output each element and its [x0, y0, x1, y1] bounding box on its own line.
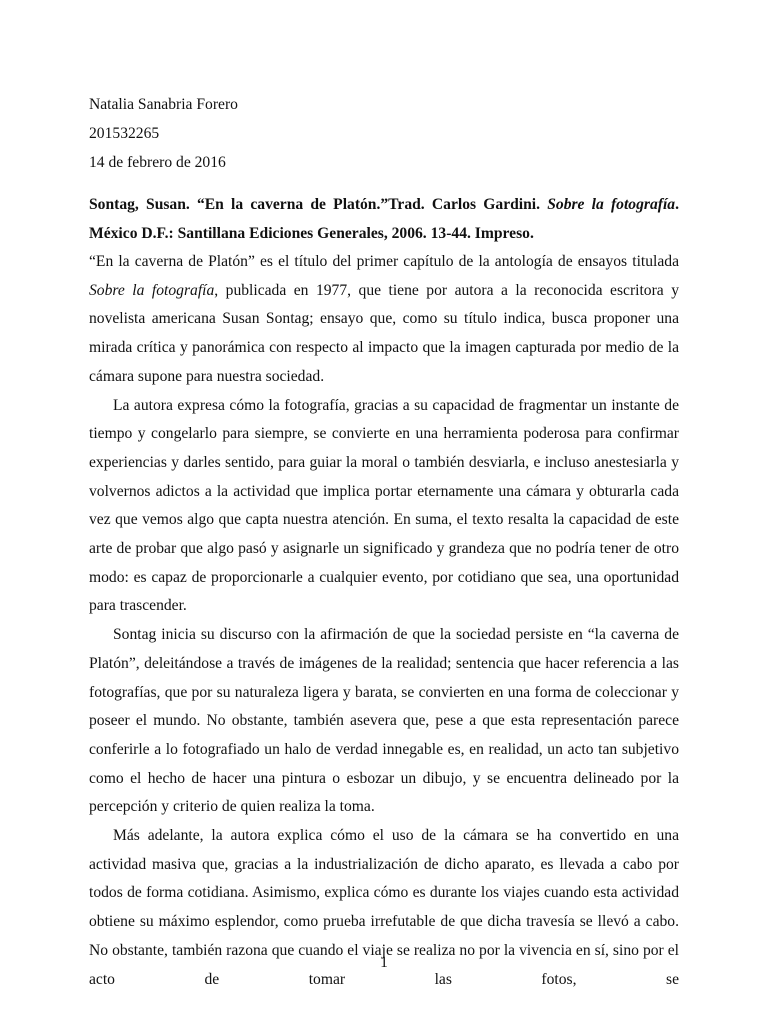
- author-name: Natalia Sanabria Forero: [89, 96, 238, 113]
- paragraph-3: Sontag inicia su discurso con la afirmación de que la sociedad persiste en “la caverna de Platón”, deleitándose a través de imágenes de la realidad; sentencia que hacer referencia a las fotografías, que por su naturaleza ligera y barata, se convierten en una forma de coleccionar y poseer el mundo. No obstante, también asevera que, pese a que esta representación parece conferirle a lo fotografiado un halo de verdad innegable es, en realidad, un acto tan subjetivo como el hecho de hacer una pintura o esbozar un dibujo, y se encuentra delineado por la percepción y criterio de quien realiza la toma.: [89, 626, 679, 816]
- paragraph-4: Más adelante, la autora explica cómo el uso de la cámara se ha convertido en una actividad masiva que, gracias a la industrialización de dicho aparato, es llevada a cabo por todos de forma cotidiana. Asimismo, explica cómo es durante los viajes cuando esta actividad obtiene su máximo esplendor, como prueba irrefutable de que dicha travesía se llevó a cabo. No obstante, también razona que cuando el viaje se realiza no por la vivencia en sí, sino por el acto de tomar las fotos, se: [89, 827, 679, 988]
- paragraph-1: [89, 248, 679, 392]
- citation-text-start: Sontag, Susan. “En la caverna de Platón.”Trad. Carlos Gardini.: [89, 196, 548, 213]
- page-number: 1: [380, 954, 388, 971]
- paragraph-1-start: “En la caverna de Platón” es el título del primer capítulo de la antología de ensayos titulada: [89, 253, 679, 270]
- citation-text-end: . México D.F.: Santillana Ediciones Generales, 2006. 13-44. Impreso.: [89, 196, 679, 242]
- document-date: 14 de febrero de 2016: [89, 154, 226, 171]
- paragraph-1-book-title: Sobre la fotografía: [89, 281, 215, 299]
- citation-book-title: Sobre la fotografía: [547, 196, 676, 213]
- essay-body: [89, 248, 679, 994]
- paragraph-2: La autora expresa cómo la fotografía, gracias a su capacidad de fragmentar un instante de tiempo y congelarlo para siempre, se convierte en una herramienta poderosa para confirmar experiencias y darles sentido, para guiar la moral o también desviarla, e incluso anestesiarla y volvernos adictos a la actividad que implica portar eternamente una cámara y obturarla cada vez que vemos algo que capta nuestra atención. En suma, el texto resalta la capacidad de este arte de probar que algo pasó y asignarle un significado y grandeza que no podría tener de otro modo: es capaz de proporcionarle a cualquier evento, por cotidiano que sea, una oportunidad para trascender.: [89, 396, 679, 615]
- author-header: [89, 90, 238, 177]
- student-id: 201532265: [89, 125, 160, 142]
- paragraph-1-end: , publicada en 1977, que tiene por autora a la reconocida escritora y novelista americana Susan Sontag; ensayo que, como su título indica, busca proponer una mirada crítica y panorámica con respecto al impacto que la imagen capturada por medio de la cámara supone para nuestra sociedad.: [89, 281, 679, 385]
- bibliographic-citation: [89, 190, 679, 248]
